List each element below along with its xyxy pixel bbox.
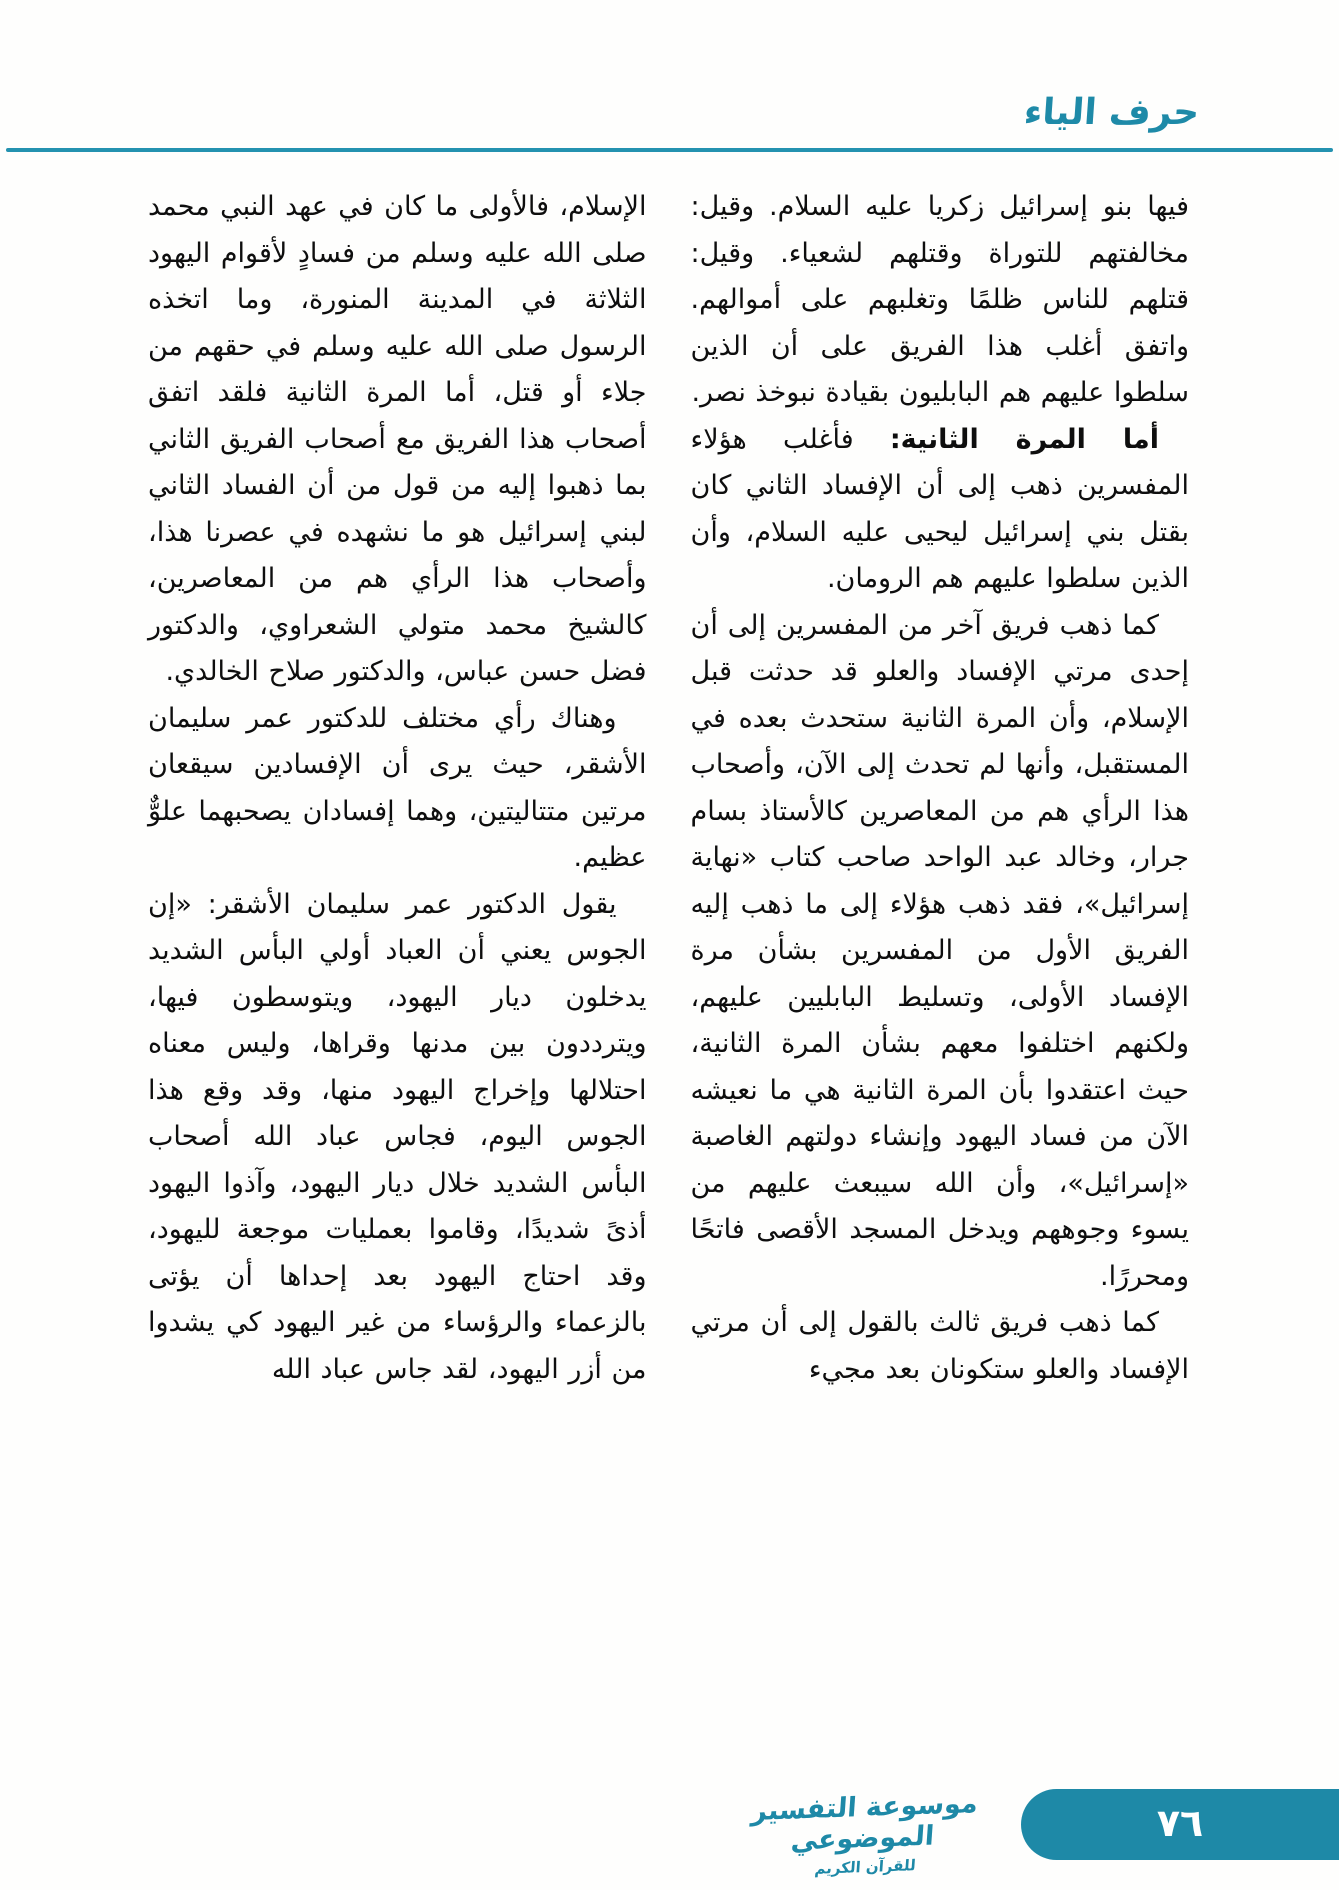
page-body xyxy=(148,184,1189,1393)
body-paragraph xyxy=(691,417,1190,603)
body-paragraph: فيها بنو إسرائيل زكريا عليه السلام. وقيل: مخالفتهم للتوراة وقتلهم لشعياء. وقيل: قتلهم للناس ظلمًا وتغلبهم على أموالهم. واتفق أغلب هذا الفريق على أن الذين سلطوا عليهم هم البابليون بقيادة نبوخذ نصر. xyxy=(690,191,1189,408)
page-number: ٧٦ xyxy=(1156,1800,1204,1845)
header-divider xyxy=(6,148,1333,152)
body-paragraph: كما ذهب فريق آخر من المفسرين إلى أن إحدى مرتي الإفساد والعلو قد حدثت قبل الإسلام، وأن المرة الثانية ستحدث بعده في المستقبل، وأنها لم تحدث إلى الآن، وأصحاب هذا الرأي هم من المعاصرين كالأستاذ بسام جرار، وخالد عبد الواحد صاحب كتاب «نهاية إسرائيل»، فقد ذهب هؤلاء إلى ما ذهب إليه الفريق الأول من المفسرين بشأن مرة الإفساد الأولى، وتسليط البابليين عليهم، ولكنهم اختلفوا معهم بشأن المرة الثانية، حيث اعتقدوا بأن المرة الثانية هي ما نعيشه الآن من فساد اليهود وإنشاء دولتهم الغاصبة «إسرائيل»، وأن الله سيبعث عليهم من يسوء وجوههم ويدخل المسجد الأقصى فاتحًا ومحررًا. xyxy=(690,609,1189,1292)
page-number-badge xyxy=(1021,1789,1339,1860)
column-right xyxy=(691,184,1190,1393)
publisher-logo xyxy=(728,1787,1001,1880)
publisher-logo-subtitle: للقرآن الكريم xyxy=(813,1856,917,1878)
chapter-heading: حرف الياء xyxy=(1022,92,1201,133)
publisher-logo-title: موسوعة التفسير الموضوعي xyxy=(750,1787,979,1857)
column-left xyxy=(148,184,647,1393)
body-paragraph: وهناك رأي مختلف للدكتور عمر سليمان الأشقر، حيث يرى أن الإفسادين سيقعان مرتين متتاليتين، وهما إفسادان يصحبهما علوٌّ عظيم. xyxy=(148,702,647,873)
paragraph-lead: أما المرة الثانية: xyxy=(889,423,1159,455)
body-paragraph: كما ذهب فريق ثالث بالقول إلى أن مرتي الإفساد والعلو ستكونان بعد مجيء xyxy=(690,1307,1189,1385)
body-paragraph: الإسلام، فالأولى ما كان في عهد النبي محمد صلى الله عليه وسلم من فسادٍ لأقوام اليهود الثلاثة في المدينة المنورة، وما اتخذه الرسول صلى الله عليه وسلم في حقهم من جلاء أو قتل، أما المرة الثانية فلقد اتفق أصحاب هذا الفريق مع أصحاب الفريق الثاني بما ذهبوا إليه من قول من أن الفساد الثاني لبني إسرائيل هو ما نشهده في عصرنا هذا، وأصحاب هذا الرأي هم من المعاصرين، كالشيخ محمد متولي الشعراوي، والدكتور فضل حسن عباس، والدكتور صلاح الخالدي. xyxy=(148,191,647,687)
paragraph-text: فأغلب هؤلاء المفسرين ذهب إلى أن الإفساد الثاني كان بقتل بني إسرائيل ليحيى عليه السلام، وأن الذين سلطوا عليهم هم الرومان. xyxy=(690,423,1189,594)
body-paragraph: يقول الدكتور عمر سليمان الأشقر: «إن الجوس يعني أن العباد أولي البأس الشديد يدخلون ديار اليهود، ويتوسطون فيها، ويترددون بين مدنها وقراها، وليس معناه احتلالها وإخراج اليهود منها، وقد وقع هذا الجوس اليوم، فجاس عباد الله أصحاب البأس الشديد خلال ديار اليهود، وآذوا اليهود أذىً شديدًا، وقاموا بعمليات موجعة لليهود، وقد احتاج اليهود بعد إحداها أن يؤتى بالزعماء والرؤساء من غير اليهود كي يشدوا من أزر اليهود، لقد جاس عباد الله xyxy=(148,888,647,1385)
